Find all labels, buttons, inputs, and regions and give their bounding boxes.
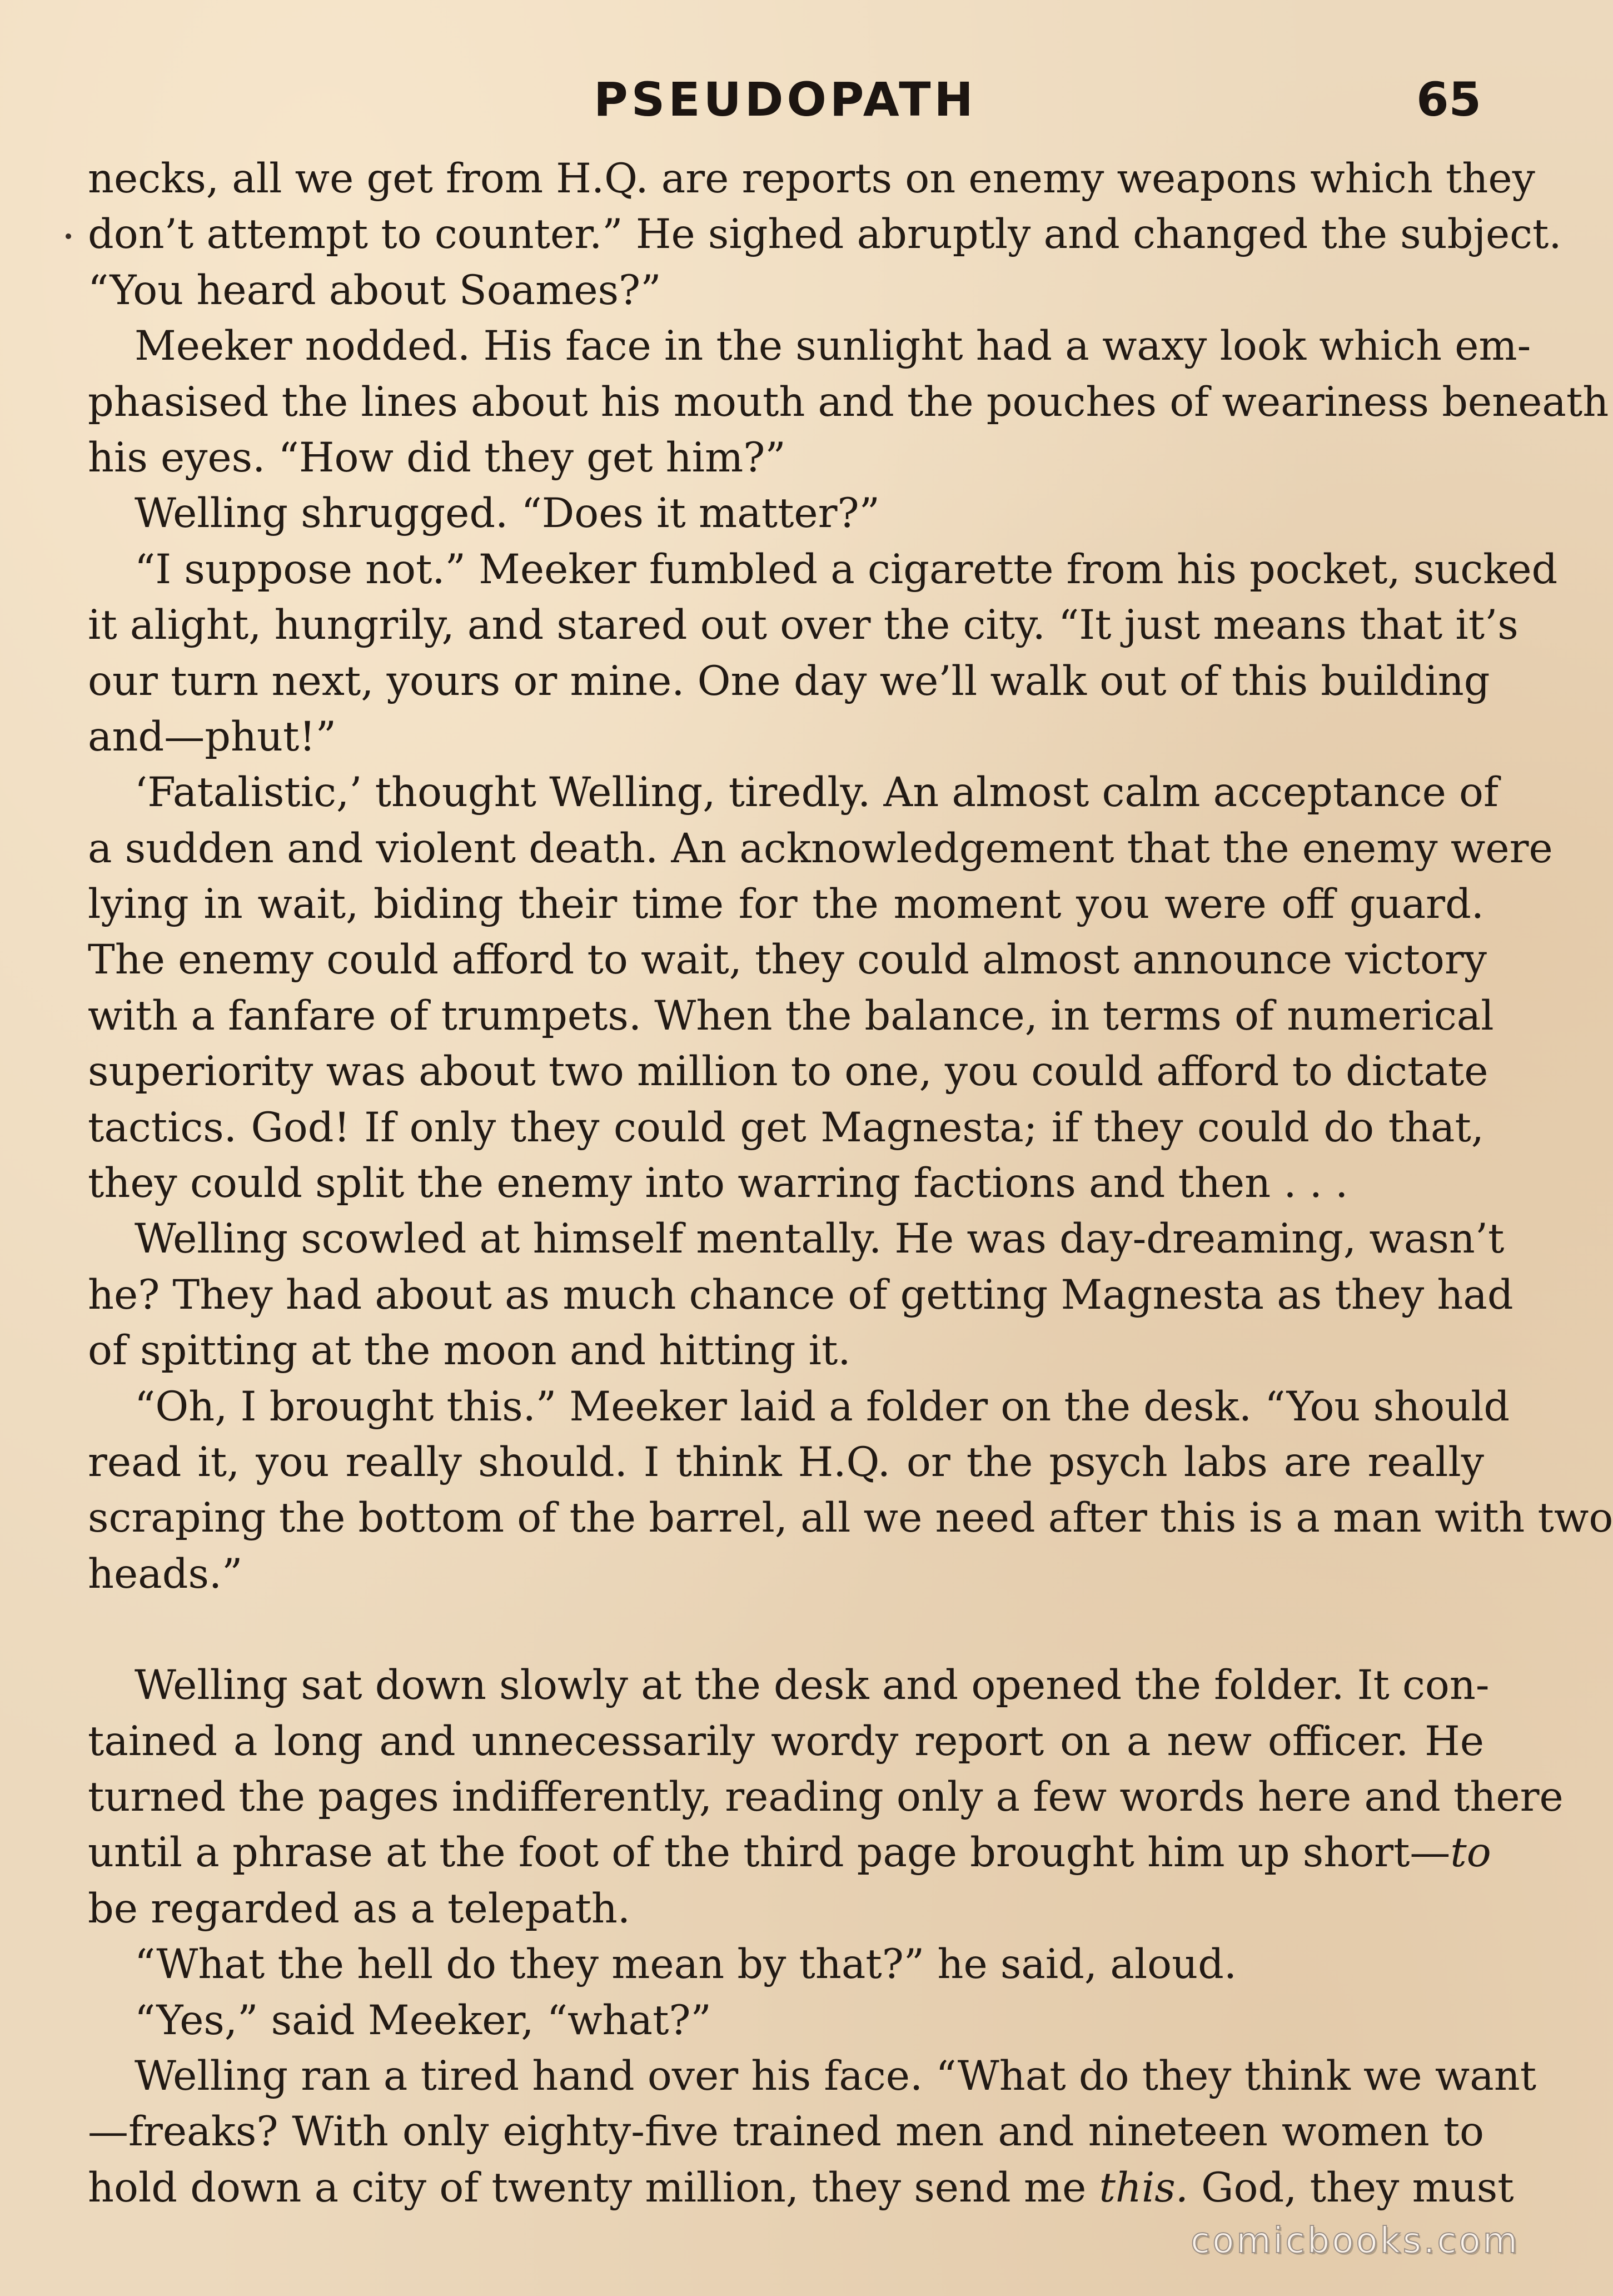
- text-line: “I suppose not.” Meeker fumbled a cigarette from his pocket, sucked: [135, 545, 1558, 593]
- text-line: necks, all we get from H.Q. are reports on enemy weapons which they: [88, 155, 1535, 202]
- text-run: God, they must: [1188, 2164, 1514, 2211]
- running-title: PSEUDOPATH: [594, 72, 977, 127]
- text-line: his eyes. “How did they get him?”: [88, 434, 786, 481]
- text-line: read it, you really should. I think H.Q. or the psych labs are really: [88, 1438, 1484, 1486]
- text-run: hold down a city of twenty million, they send me: [88, 2164, 1099, 2211]
- text-line: [88, 1825, 1491, 1881]
- text-line: “Oh, I brought this.” Meeker laid a folder on the desk. “You should: [135, 1383, 1510, 1430]
- margin-dot: [66, 233, 71, 239]
- text-line: it alight, hungrily, and stared out over the city. “It just means that it’s: [88, 602, 1519, 649]
- text-line: [88, 2160, 1514, 2216]
- text-line: don’t attempt to counter.” He sighed abruptly and changed the subject.: [88, 211, 1562, 259]
- text-line: be regarded as a telepath.: [88, 1885, 631, 1932]
- text-line: Welling ran a tired hand over his face. “What do they think we want: [135, 2052, 1537, 2100]
- text-line: heads.”: [88, 1550, 243, 1598]
- text-line: our turn next, yours or mine. One day we’ll walk out of this building: [88, 657, 1490, 705]
- page-header: [89, 72, 1481, 133]
- text-line: scraping the bottom of the barrel, all we need after this is a man with two: [88, 1494, 1613, 1542]
- text-line: “What the hell do they mean by that?” he said, aloud.: [135, 1941, 1237, 1989]
- text-line: Welling sat down slowly at the desk and opened the folder. It con-: [135, 1662, 1490, 1709]
- text-line: Welling scowled at himself mentally. He was day-dreaming, wasn’t: [135, 1215, 1505, 1263]
- italic-run: this.: [1099, 2164, 1188, 2211]
- text-line: he? They had about as much chance of getting Magnesta as they had: [88, 1271, 1514, 1319]
- text-line: of spitting at the moon and hitting it.: [88, 1327, 851, 1375]
- page-number: 65: [1416, 72, 1481, 127]
- text-line: tactics. God! If only they could get Magnesta; if they could do that,: [88, 1104, 1484, 1151]
- text-run: until a phrase at the foot of the third page brought him up short—: [88, 1829, 1451, 1877]
- watermark: comicbooks.com: [1190, 2220, 1520, 2262]
- text-line: a sudden and violent death. An acknowledgement that the enemy were: [88, 824, 1553, 872]
- text-line: and—phut!”: [88, 713, 337, 761]
- text-line: Welling shrugged. “Does it matter?”: [135, 490, 880, 538]
- text-line: with a fanfare of trumpets. When the balance, in terms of numerical: [88, 992, 1494, 1040]
- text-line: Meeker nodded. His face in the sunlight had a waxy look which em-: [135, 322, 1531, 370]
- text-line: The enemy could afford to wait, they could almost announce victory: [88, 936, 1487, 984]
- body-text: [88, 151, 1613, 2216]
- italic-run: to: [1450, 1829, 1491, 1877]
- text-line: —freaks? With only eighty-five trained men and nineteen women to: [88, 2108, 1484, 2156]
- text-line: “You heard about Soames?”: [88, 266, 661, 314]
- text-line: they could split the enemy into warring factions and then . . .: [88, 1160, 1348, 1207]
- text-line: lying in wait, biding their time for the moment you were off guard.: [88, 881, 1484, 928]
- text-line: phasised the lines about his mouth and the pouches of weariness beneath: [88, 378, 1609, 426]
- text-line: tained a long and unnecessarily wordy report on a new officer. He: [88, 1717, 1484, 1765]
- text-line: turned the pages indifferently, reading only a few words here and there: [88, 1773, 1564, 1821]
- text-line: ‘Fatalistic,’ thought Welling, tiredly. An almost calm acceptance of: [135, 769, 1499, 817]
- text-line: “Yes,” said Meeker, “what?”: [135, 1996, 711, 2044]
- section-break: [88, 1602, 1484, 1658]
- text-line: superiority was about two million to one, you could afford to dictate: [88, 1048, 1488, 1096]
